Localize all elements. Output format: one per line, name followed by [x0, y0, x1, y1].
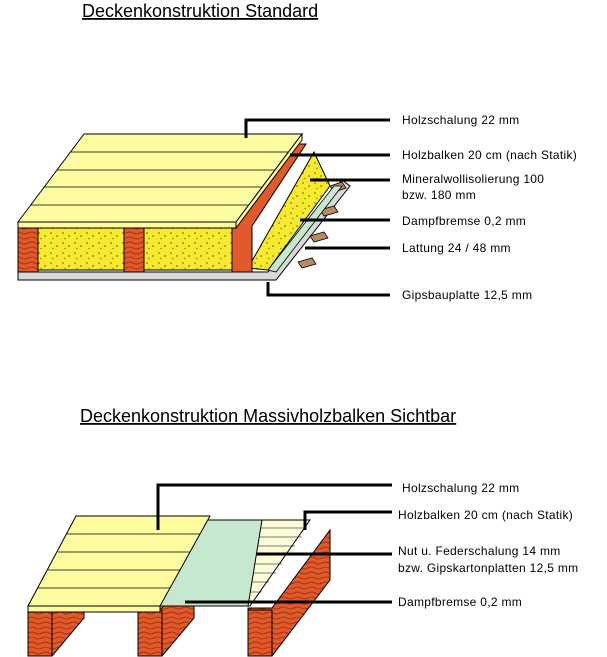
svg-text:Holzschalung 22 mm	[402, 113, 519, 127]
svg-text:Mineralwollisolierung 100	[402, 172, 544, 186]
label-dampfbremse-2: Dampfbremse 0,2 mm	[398, 595, 523, 609]
label-nut-feder-l1: Nut u. Federschalung 14 mm	[398, 544, 561, 558]
beam-end-1	[18, 226, 38, 272]
boarding-front	[18, 222, 236, 228]
label-mineralwolle-l2: bzw. 180 mm	[402, 188, 476, 202]
label-holzschalung-2: Holzschalung 22 mm	[402, 481, 520, 495]
svg-text:Holzbalken 20 cm (nach Statik	[398, 508, 573, 522]
svg-text:bzw. Gipskartonplatten 12,5 mm	[398, 561, 578, 575]
label-nut-feder-l2: bzw. Gipskartonplatten 12,5 mm	[398, 561, 579, 575]
svg-text:bzw. 180 mm	[402, 188, 476, 202]
diagram-massivholz	[28, 406, 578, 656]
label-holzschalung-1: Holzschalung 22 mm	[402, 113, 520, 127]
svg-text:Holzschalung 22 mm	[402, 481, 519, 495]
label-holzbalken-2: Holzbalken 20 cm (nach Statik)	[398, 508, 574, 522]
svg-text:Nut u. Federschalung 14 mm	[398, 544, 561, 558]
insulation-front-2	[144, 228, 232, 270]
label-dampfbremse-1: Dampfbremse 0,2 mm	[402, 214, 527, 228]
label-gipsbauplatte: Gipsbauplatte 12,5 mm	[402, 288, 533, 302]
diagram1-title: Deckenkonstruktion Standard	[82, 1, 319, 21]
insulation-front-1	[36, 228, 124, 270]
svg-text:Gipsbauplatte 12,5 mm	[402, 288, 532, 302]
label-holzbalken-1: Holzbalken 20 cm (nach Statik)	[402, 148, 578, 162]
label-mineralwolle-l1: Mineralwollisolierung 100	[402, 172, 545, 186]
svg-text:Holzbalken 20 cm (nach Statik	[402, 148, 577, 162]
beam-end-2	[124, 226, 144, 272]
boarding-front-2	[28, 606, 160, 612]
svg-text:Dampfbremse 0,2 mm	[402, 214, 526, 228]
label-lattung: Lattung 24 / 48 mm	[402, 241, 511, 255]
diagram2-title: Deckenkonstruktion Massivholzbalken Sichtbar	[80, 406, 457, 426]
diagram-standard	[18, 1, 577, 302]
svg-text:Lattung 24 / 48 mm	[402, 241, 511, 255]
svg-text:Dampfbremse 0,2 mm	[398, 595, 522, 609]
